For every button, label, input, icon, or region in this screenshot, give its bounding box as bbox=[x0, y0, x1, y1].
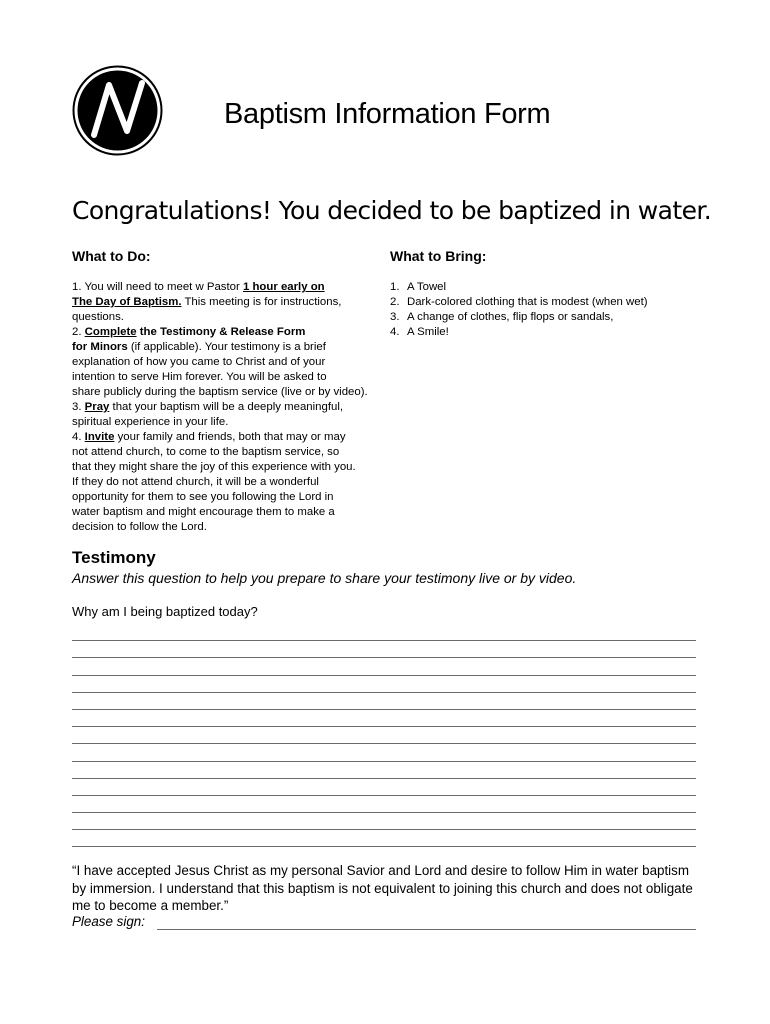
todo-line: decision to follow the Lord. bbox=[72, 521, 207, 533]
todo-line: spiritual experience in your life. bbox=[72, 416, 229, 428]
answer-line[interactable] bbox=[72, 779, 696, 796]
commitment-statement: “I have accepted Jesus Christ as my personal Savior and Lord and desire to follow Him in water baptism by immersion. I understand that this baptism is not equivalent to joining this church and does not obligate me to become a member.” bbox=[72, 863, 693, 913]
testimony-heading: Testimony bbox=[72, 548, 156, 567]
todo-line: questions. bbox=[72, 311, 124, 323]
todo-line: opportunity for them to see you following the Lord in bbox=[72, 491, 334, 503]
answer-line[interactable] bbox=[72, 676, 696, 693]
answer-line[interactable] bbox=[72, 658, 696, 675]
signature-field[interactable] bbox=[157, 929, 696, 930]
church-logo bbox=[72, 65, 163, 156]
list-item: 1. A Towel bbox=[390, 281, 447, 293]
answer-line[interactable] bbox=[72, 710, 696, 727]
list-item: 2. Dark-colored clothing that is modest (when wet) bbox=[390, 296, 648, 308]
what-to-do-heading: What to Do: bbox=[72, 248, 151, 264]
page-title: Baptism Information Form bbox=[224, 98, 551, 130]
answer-line[interactable] bbox=[72, 727, 696, 744]
todo-line: intention to serve Him forever. You will be asked to bbox=[72, 371, 327, 383]
testimony-subtitle: Answer this question to help you prepare to share your testimony live or by video. bbox=[72, 570, 577, 586]
answer-line[interactable] bbox=[72, 796, 696, 813]
answer-line[interactable] bbox=[72, 744, 696, 761]
todo-line: for Minors (if applicable). Your testimony is a brief bbox=[72, 341, 326, 353]
what-to-bring-heading: What to Bring: bbox=[390, 248, 487, 264]
testimony-answer-area[interactable] bbox=[72, 624, 696, 847]
todo-line: water baptism and might encourage them to make a bbox=[72, 506, 335, 518]
answer-line[interactable] bbox=[72, 813, 696, 830]
testimony-question: Why am I being baptized today? bbox=[72, 604, 258, 619]
answer-line[interactable] bbox=[72, 830, 696, 847]
church-n-logo-icon bbox=[72, 65, 163, 156]
answer-line[interactable] bbox=[72, 693, 696, 710]
answer-line[interactable] bbox=[72, 762, 696, 779]
what-to-do-list bbox=[72, 280, 412, 535]
signature-label: Please sign: bbox=[72, 914, 145, 929]
list-item: 4. A Smile! bbox=[390, 326, 449, 338]
congratulations-heading: Congratulations! You decided to be baptized in water. bbox=[72, 196, 712, 225]
todo-line: The Day of Baptism. This meeting is for instructions, bbox=[72, 296, 342, 308]
todo-line: not attend church, to come to the baptism service, so bbox=[72, 446, 340, 458]
todo-line: 4. Invite your family and friends, both that may or may bbox=[72, 431, 346, 443]
what-to-bring-list bbox=[390, 280, 710, 340]
todo-line: share publicly during the baptism service (live or by video). bbox=[72, 386, 368, 398]
todo-line: If they do not attend church, it will be a wonderful bbox=[72, 476, 319, 488]
todo-line: 2. Complete the Testimony & Release Form bbox=[72, 326, 306, 338]
todo-line: 3. Pray that your baptism will be a deeply meaningful, bbox=[72, 401, 344, 413]
todo-line: that they might share the joy of this experience with you. bbox=[72, 461, 356, 473]
answer-line[interactable] bbox=[72, 624, 696, 641]
todo-line: 1. You will need to meet w Pastor 1 hour early on bbox=[72, 281, 325, 293]
todo-line: explanation of how you came to Christ and of your bbox=[72, 356, 326, 368]
answer-line[interactable] bbox=[72, 641, 696, 658]
list-item: 3. A change of clothes, flip flops or sandals, bbox=[390, 311, 614, 323]
